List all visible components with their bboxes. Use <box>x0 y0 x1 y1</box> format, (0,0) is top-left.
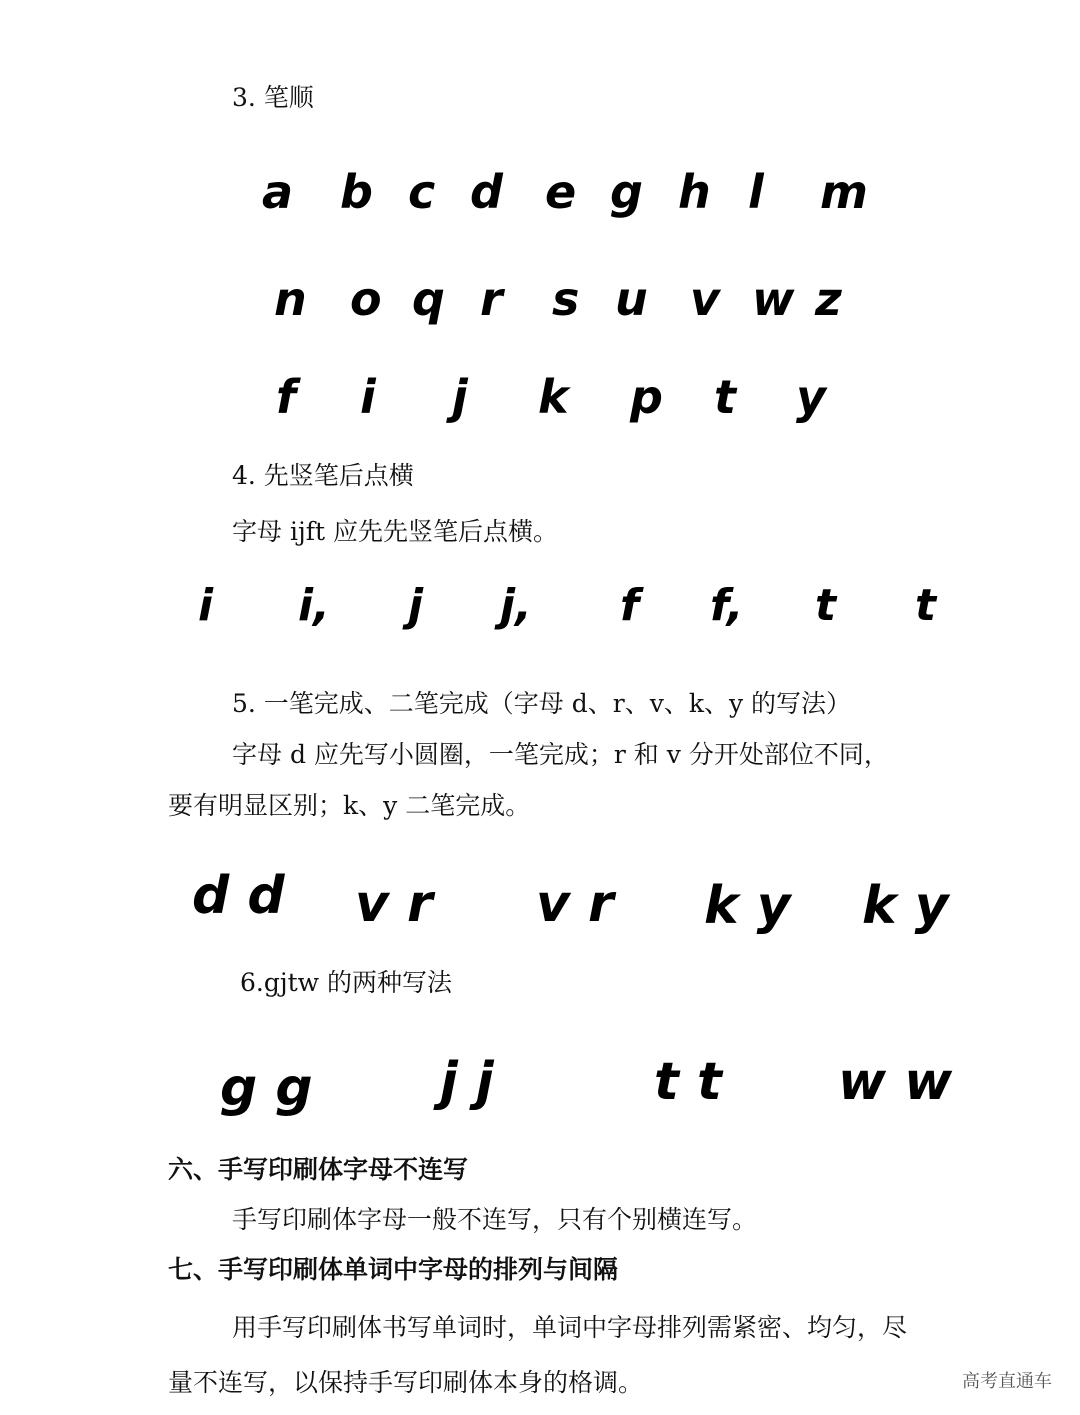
stroke-glyph-h: h <box>678 165 711 219</box>
stroke-glyph-y: y <box>796 370 826 424</box>
section-5-line2: 要有明显区别；k、y 二笔完成。 <box>168 791 531 820</box>
demo-ww: w w <box>838 1052 953 1112</box>
section-5-title: 5. 一笔完成、二笔完成（字母 d、r、v、k、y 的写法） <box>232 689 852 718</box>
ijft-demo-glyph: f <box>620 580 640 631</box>
stroke-glyph-v: v <box>690 272 720 326</box>
part-6-title: 六、手写印刷体字母不连写 <box>168 1155 469 1184</box>
stroke-glyph-s: s <box>552 272 580 326</box>
demo-vr-1: v r <box>355 874 433 934</box>
section-6-title: 6.gjtw 的两种写法 <box>240 968 452 997</box>
ijft-demo-glyph: t <box>915 580 937 631</box>
stroke-glyph-u: u <box>615 272 648 326</box>
stroke-glyph-l: l <box>748 165 764 219</box>
demo-tt: t t <box>654 1052 722 1112</box>
stroke-glyph-j: j <box>452 370 468 424</box>
ijft-demo-glyph: f, <box>710 580 744 631</box>
stroke-glyph-m: m <box>820 165 868 219</box>
demo-gg: g g <box>220 1058 313 1118</box>
ijft-demo-glyph: t <box>815 580 837 631</box>
demo-vr-2: v r <box>536 874 614 934</box>
stroke-glyph-p: p <box>630 370 663 424</box>
stroke-glyph-i: i <box>360 370 376 424</box>
ijft-demo-glyph: j, <box>500 580 532 631</box>
stroke-glyph-e: e <box>545 165 577 219</box>
stroke-glyph-t: t <box>714 370 736 424</box>
section-3-title: 3. 笔顺 <box>232 83 314 112</box>
stroke-glyph-o: o <box>350 272 382 326</box>
demo-dd: d d <box>192 866 285 926</box>
stroke-glyph-q: q <box>412 272 445 326</box>
stroke-glyph-z: z <box>815 272 842 326</box>
demo-jj: j j <box>440 1052 494 1112</box>
part-7-line1: 用手写印刷体书写单词时，单词中字母排列需紧密、均匀，尽 <box>232 1313 908 1342</box>
ijft-demo-glyph: i <box>198 580 214 631</box>
stroke-glyph-k: k <box>538 370 569 424</box>
stroke-glyph-a: a <box>262 165 294 219</box>
stroke-glyph-f: f <box>276 370 297 424</box>
section-4-text: 字母 ijft 应先先竖笔后点横。 <box>232 517 558 546</box>
part-7-line2: 量不连写，以保持手写印刷体本身的格调。 <box>168 1368 644 1397</box>
ijft-demo-glyph: j <box>408 580 424 631</box>
demo-ky-2: k y <box>862 876 949 936</box>
stroke-glyph-b: b <box>340 165 373 219</box>
stroke-glyph-r: r <box>480 272 503 326</box>
stroke-glyph-g: g <box>610 165 643 219</box>
stroke-glyph-d: d <box>470 165 503 219</box>
section-4-title: 4. 先竖笔后点横 <box>232 461 414 490</box>
watermark: 高考直通车 <box>962 1371 1052 1392</box>
stroke-glyph-c: c <box>408 165 436 219</box>
stroke-glyph-w: w <box>752 272 795 326</box>
ijft-demo-glyph: i, <box>298 580 330 631</box>
stroke-glyph-n: n <box>274 272 307 326</box>
part-6-text: 手写印刷体字母一般不连写，只有个别横连写。 <box>232 1205 758 1234</box>
section-5-line1: 字母 d 应先写小圆圈，一笔完成；r 和 v 分开处部位不同， <box>232 740 889 769</box>
demo-ky-1: k y <box>704 876 791 936</box>
part-7-title: 七、手写印刷体单词中字母的排列与间隔 <box>168 1255 619 1284</box>
